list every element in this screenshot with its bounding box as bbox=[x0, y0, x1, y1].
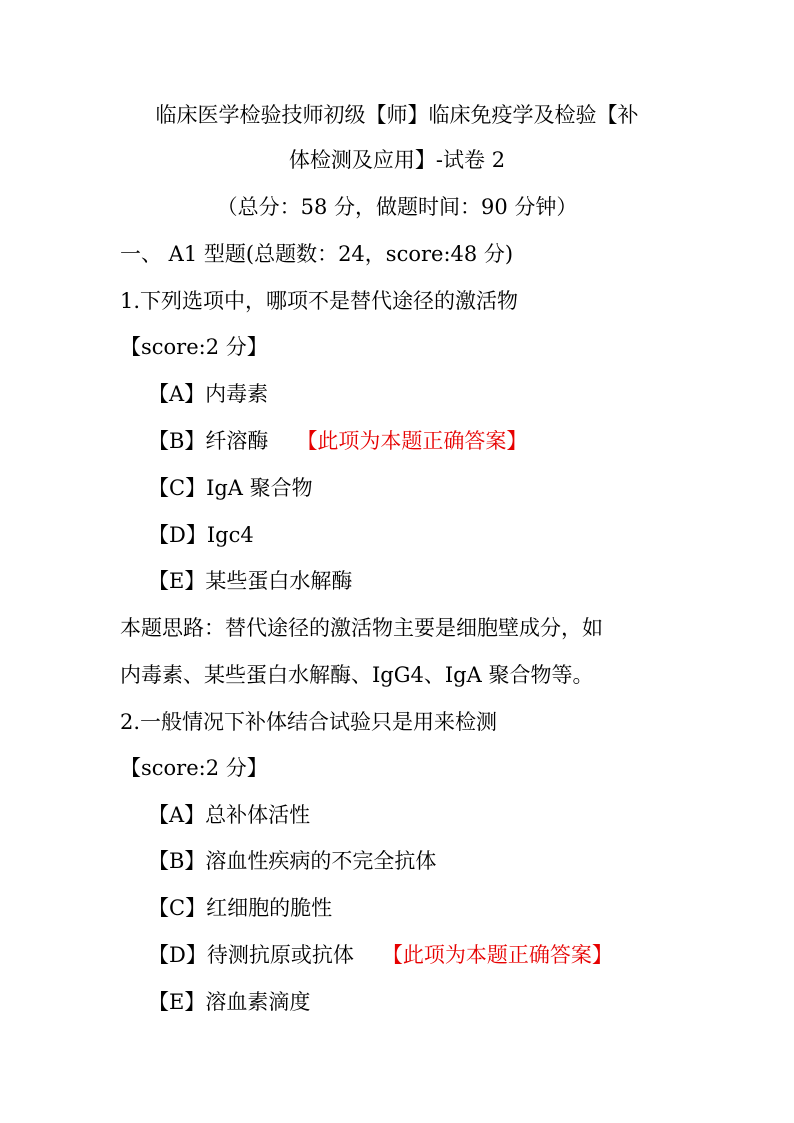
question-1-option-e bbox=[148, 566, 352, 596]
question-1-stem: 1.下列选项中，哪项不是替代途径的激活物 bbox=[120, 289, 519, 313]
question-2-option-c bbox=[148, 893, 332, 923]
option-label: 【A】总补体活性 bbox=[148, 803, 311, 827]
option-label: 【B】溶血性疾病的不完全抗体 bbox=[148, 849, 437, 873]
doc-title-line-1: 临床医学检验技师初级【师】临床免疫学及检验【补 bbox=[155, 103, 639, 127]
question-2-stem: 2.一般情况下补体结合试验只是用来检测 bbox=[120, 710, 498, 734]
question-1-option-b bbox=[148, 426, 527, 456]
option-label: 【D】待测抗原或抗体 bbox=[148, 943, 354, 967]
question-2-option-a bbox=[148, 800, 310, 830]
option-label: 【B】纤溶酶 bbox=[148, 429, 269, 453]
correct-answer-mark: 【此项为本题正确答案】 bbox=[381, 943, 613, 967]
correct-answer-mark: 【此项为本题正确答案】 bbox=[296, 429, 528, 453]
question-1-explanation-line-1: 本题思路：替代途径的激活物主要是细胞壁成分，如 bbox=[120, 616, 603, 640]
question-1-explanation-line-2: 内毒素、某些蛋白水解酶、IgG4、IgA 聚合物等。 bbox=[120, 663, 594, 687]
option-label: 【C】IgA 聚合物 bbox=[148, 476, 313, 500]
question-1-option-a bbox=[148, 379, 268, 409]
question-1-option-d bbox=[148, 520, 254, 550]
question-1-score: 【score:2 分】 bbox=[120, 335, 268, 359]
doc-title-line-2: 体检测及应用】-试卷 2 bbox=[288, 148, 506, 172]
option-label: 【E】某些蛋白水解酶 bbox=[148, 569, 353, 593]
option-label: 【D】Igc4 bbox=[148, 523, 254, 547]
question-2-option-b bbox=[148, 846, 436, 876]
option-label: 【A】内毒素 bbox=[148, 382, 269, 406]
question-2-option-e bbox=[148, 987, 310, 1017]
question-2-score: 【score:2 分】 bbox=[120, 756, 268, 780]
section-heading: 一、 A1 型题(总题数：24，score:48 分) bbox=[120, 242, 514, 266]
option-label: 【C】红细胞的脆性 bbox=[148, 896, 333, 920]
question-1-option-c bbox=[148, 473, 313, 503]
doc-meta: （总分：58 分，做题时间：90 分钟） bbox=[216, 195, 578, 219]
question-2-option-d bbox=[148, 940, 613, 970]
option-label: 【E】溶血素滴度 bbox=[148, 990, 311, 1014]
